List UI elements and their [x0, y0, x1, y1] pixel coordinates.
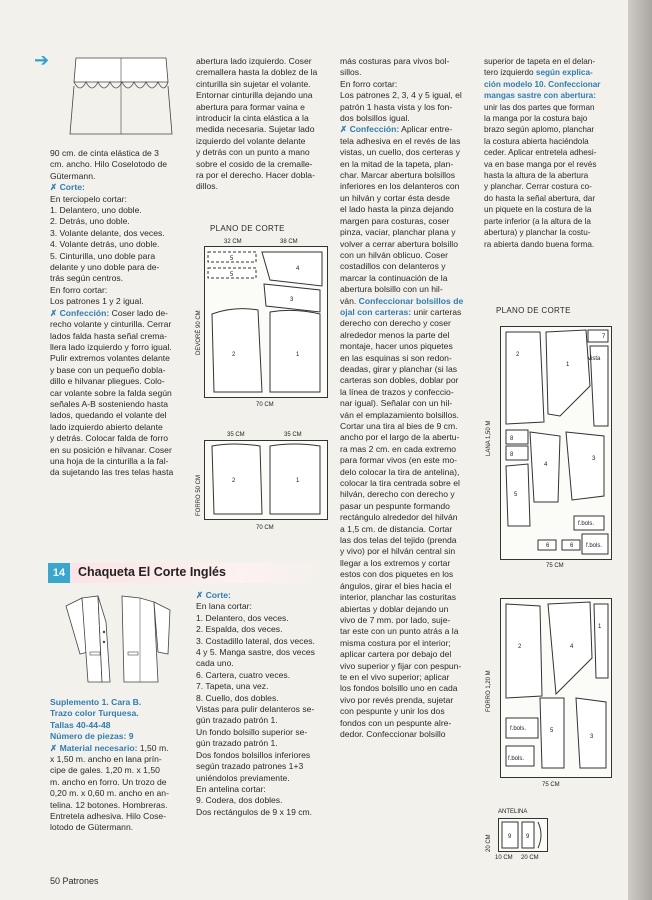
text-line: abertura lado izquierdo. Coser	[196, 56, 312, 66]
dim-label: 20 CM	[521, 855, 539, 861]
text-line: dos bolsillos igual.	[340, 113, 410, 124]
text-line: Pulir extremos volantes delante	[50, 353, 170, 364]
piece-item: 8. Cuello, dos dobles.	[196, 692, 279, 703]
text-line: En forro cortar:	[50, 284, 108, 295]
text-line: Gütermann.	[50, 170, 96, 181]
text-line: según trazado patrones 1+3	[196, 761, 304, 772]
text-line: izquierdo del volante delante	[196, 135, 306, 146]
text-line: interior, planchar las costuritas	[340, 592, 457, 603]
text-line: montaje, hacer unos piquetes	[340, 341, 453, 352]
svg-text:6: 6	[546, 543, 550, 549]
text-line: marcar la continuación de la	[340, 272, 448, 283]
svg-text:5: 5	[550, 728, 554, 734]
piece-item: 3. Costadillo lateral, dos veces.	[196, 635, 315, 646]
arrow-icon: ➔	[34, 50, 50, 70]
text-line: aplicar cartera por debajo del	[340, 649, 452, 660]
text-line: ván. Confeccionar bolsillos de	[340, 295, 464, 306]
piece-item: 3. Volante delante, dos veces.	[50, 227, 165, 238]
text-line: vivo superior y fijar con pespun-	[340, 660, 462, 671]
piece-item: 7. Tapeta, una vez.	[196, 681, 269, 692]
text-line: cipe de gales. 1,20 m. x 1,50	[50, 765, 160, 776]
text-line: pinza, vaciar, planchar plana y	[340, 227, 456, 238]
text-line: las dos telas del tejido (prenda	[340, 535, 457, 546]
page-edge	[628, 0, 652, 900]
dim-label: 20 CM	[486, 834, 492, 852]
dim-label: 38 CM	[280, 239, 298, 245]
text-line: lados, quedando el volante del	[50, 410, 167, 421]
svg-text:1: 1	[296, 478, 300, 484]
text-line: un hilván y cortar ésta desde	[340, 192, 450, 203]
text-line: delo colocar la tira de antelina),	[340, 466, 460, 477]
text-line: hilván, derecho con derecho y	[340, 489, 455, 500]
text-line: para formar vivos (en este mo-	[340, 455, 458, 466]
svg-text:4: 4	[570, 644, 574, 650]
piece-item: 1. Delantero, uno doble.	[50, 205, 142, 216]
svg-text:1: 1	[296, 352, 300, 358]
svg-text:6: 6	[570, 543, 574, 549]
text-line: pasar un pespunte formando	[340, 500, 450, 511]
text-line: en las esquinas si son redon-	[340, 352, 452, 363]
material-line: ✗ Material necesario: 1,50 m.	[50, 742, 169, 753]
info-line: Suplemento 1. Cara B.	[50, 697, 142, 707]
text-line: te en el vivo superior; aplicar	[340, 671, 450, 682]
svg-text:1: 1	[598, 624, 602, 630]
svg-text:3: 3	[290, 297, 294, 303]
text-line: telina. 12 botones. Hombreras.	[50, 799, 168, 810]
heading-corte: ✗ Corte:	[196, 590, 231, 600]
text-line: 90 cm. de cinta elástica de 3	[50, 148, 159, 158]
piece-label: vista	[588, 356, 601, 362]
piece-label: f.bols.	[508, 756, 525, 762]
dim-label: 32 CM	[224, 239, 242, 245]
text-line: brazo según aplomo, planchar	[484, 125, 595, 135]
svg-text:7: 7	[602, 334, 606, 340]
section-header	[48, 563, 326, 583]
text-line: parte inferior (a la altura de la	[484, 216, 591, 226]
text-line: tela adhesiva en el revés de las	[340, 135, 461, 146]
text-line: en su posición e hilvanar. Coser	[50, 444, 172, 455]
page-footer: 50 Patrones	[50, 876, 99, 886]
text-line: ceder. Aplicar entretela adhesi-	[484, 148, 597, 158]
text-line: uniéndolos previamente.	[196, 772, 290, 783]
column-4	[484, 56, 616, 250]
piece-item: 1. Delantero, dos veces.	[196, 612, 289, 623]
text-line: ra por el derecho. Hacer dobla-	[196, 170, 315, 181]
svg-text:5: 5	[514, 492, 518, 498]
dim-label: 10 CM	[495, 855, 513, 861]
text-line: cm. ancho. Hilo Coselotodo de	[50, 159, 168, 170]
text-line: misma costura por el interior;	[340, 637, 451, 648]
text-line: la manga por la costura bajo	[484, 114, 588, 124]
text-line: el lado hasta la pinza dejando	[340, 204, 454, 215]
text-line: dedor. Confeccionar bolsillo	[340, 728, 446, 739]
svg-text:5: 5	[230, 272, 234, 278]
text-line: patrón 1 hasta vista y los fon-	[340, 101, 453, 112]
piece-item: 4 y 5. Manga sastre, dos veces	[196, 647, 315, 658]
dim-label: 35 CM	[284, 432, 302, 438]
jacket-illustration	[58, 592, 178, 686]
text-line: vivo por revés prenda, sujetar	[340, 694, 454, 705]
plano-de-corte-title: PLANO DE CORTE	[210, 224, 285, 233]
text-line: Entretela adhesiva. Hilo Cose-	[50, 811, 167, 822]
text-line: cremallera hasta la doblez de la	[196, 67, 318, 78]
text-line: gún trazado patrón 1.	[196, 715, 278, 726]
text-line: dillos.	[196, 181, 218, 192]
text-line: y vivo) por el hilván central sin	[340, 546, 456, 557]
text-line: una hoja de la cinturilla a la fal-	[50, 455, 169, 466]
text-line: y detrás. Colocar falda de forro	[50, 433, 168, 444]
svg-text:3: 3	[592, 456, 596, 462]
text-line: Dos rectángulos de 9 x 19 cm.	[196, 806, 313, 817]
piece-label: f.bols.	[578, 521, 595, 527]
piece-item: 2. Detrás, uno doble.	[50, 216, 130, 227]
skirt-illustration	[66, 54, 176, 136]
text-line: abertura para formar vaina e	[196, 101, 305, 112]
text-line: vivo de 7 mm. por lado, suje-	[340, 614, 451, 625]
bullet-icon: ✗	[340, 124, 350, 135]
text-line: Los patrones 2, 3, 4 y 5 igual, el	[340, 90, 462, 101]
text-line: lado izquierdo abierto delante	[50, 421, 163, 432]
piece-item: cada uno.	[196, 658, 234, 669]
text-line: fondos con un pespunte alre-	[340, 717, 452, 728]
text-line: medida necesaria. Sujetar lado	[196, 124, 315, 135]
section-number: 14	[48, 563, 70, 583]
bullet-icon: ✗	[50, 182, 60, 193]
text-line: margen para costuras, coser	[340, 215, 450, 226]
piece-item: 6. Cartera, cuatro veces.	[196, 669, 291, 680]
dim-label: DEVORÉ 90 CM	[196, 310, 202, 355]
text-line: los fondos bolsillo uno en cada	[340, 683, 458, 694]
text-line: derecho con derecho y coser	[340, 318, 451, 329]
text-line: 0,20 m. x 0,60 m. ancho en an-	[50, 788, 169, 799]
svg-text:4: 4	[544, 462, 548, 468]
text-line: en la mitad de la tapeta, plan-	[340, 158, 454, 169]
svg-text:3: 3	[590, 734, 594, 740]
text-line: recho volante y cinturilla. Cerrar	[50, 319, 172, 330]
text-line: ángulos, girar el bies hacia el	[340, 580, 452, 591]
text-line: inferiores en los delanteros con	[340, 181, 460, 192]
text-line: la costura abierta haciéndola	[484, 136, 589, 146]
column-1	[50, 148, 186, 479]
text-line: da sujetando las tres telas hasta	[50, 467, 174, 478]
text-line: ván el emplazamiento bolsillos.	[340, 409, 459, 420]
svg-text:8: 8	[510, 452, 514, 458]
text-line: más costuras para vivos bol-	[340, 56, 450, 66]
jacket-info	[50, 697, 190, 834]
text-line: sillos.	[340, 67, 362, 78]
text-line: unir las dos partes que forman	[484, 102, 595, 112]
section-title: Chaqueta El Corte Inglés	[78, 565, 226, 579]
column-3	[340, 56, 476, 740]
text-line: y base con un pequeño dobla-	[50, 364, 166, 375]
dim-label: FORRO 1,20 M	[486, 670, 492, 712]
text-line: introducir la cinta elástica a la	[196, 113, 309, 124]
svg-text:5: 5	[230, 256, 234, 262]
cutting-plan-forro-jacket	[500, 598, 612, 778]
text-line: do hasta la señal abertura, dar	[484, 193, 596, 203]
svg-text:1: 1	[566, 362, 570, 368]
text-line: colocar la tira centrada sobre el	[340, 478, 460, 489]
text-line: En lana cortar:	[196, 601, 252, 612]
text-line: lados falda hasta señal crema-	[50, 330, 168, 341]
text-line: hasta la altura de la abertura	[484, 171, 589, 181]
confeccion-para: ✗ Confección: Aplicar entre-	[340, 124, 453, 135]
text-line: tar este con un punto atrás a la	[340, 626, 459, 637]
text-line: x 1,50 m. ancho en lana prín-	[50, 754, 162, 765]
text-line: la línea de trazos y confeccio-	[340, 386, 454, 397]
text-line: con pespunte y unir los dos	[340, 706, 445, 717]
text-line: cinturilla sin sujetar el volante.	[196, 78, 311, 89]
bullet-icon: ✗	[196, 590, 206, 600]
piece-item: 9. Codera, dos dobles.	[196, 795, 283, 806]
text-line: dillo e hilvanar pliegues. Colo-	[50, 376, 165, 387]
text-line: nar igual). Señalar con un hil-	[340, 398, 453, 409]
info-line: Número de piezas: 9	[50, 731, 134, 742]
text-line: tero izquierdo según explica-	[484, 68, 593, 78]
plano-de-corte-title: PLANO DE CORTE	[496, 306, 571, 315]
text-line: Vistas para pulir delanteros se-	[196, 704, 315, 715]
cutting-plan-devore	[204, 246, 328, 398]
text-line: costadillos con delanteros y	[340, 261, 446, 272]
piece-item: delante y uno doble para de-	[50, 262, 160, 273]
dim-label: 75 CM	[542, 782, 560, 788]
text-line: un piquete en la costura de la	[484, 205, 592, 215]
column-2	[196, 56, 332, 193]
text-line: alrededor menos la parte del	[340, 329, 450, 340]
text-line: llera lado izquierdo y forro igual.	[50, 341, 172, 352]
text-line: abertura) y planchar la costu-	[484, 228, 591, 238]
heading-corte: ✗ Corte:	[50, 182, 85, 193]
piece-item: 5. Cinturilla, uno doble para	[50, 250, 156, 261]
text-line: sobre el cosido de la cremalle-	[196, 158, 313, 169]
text-line: m. ancho en forro. Un trozo de	[50, 776, 167, 787]
text-line: ra mas 2 cm. en cada extremo	[340, 443, 457, 454]
text-line: abertura bolsillo con un hil-	[340, 284, 443, 295]
text-line: ra abierta dando buena forma.	[484, 239, 595, 249]
svg-text:9: 9	[526, 834, 530, 840]
text-line: con un hilván oblicuo. Coser	[340, 249, 448, 260]
text-line: y detrás con un punto a mano	[196, 147, 310, 158]
text-line: ojal con carteras: unir carteras	[340, 306, 462, 317]
cutting-plan-antelina	[498, 818, 548, 852]
text-line: char. Marcar abertura bolsillos	[340, 170, 456, 181]
text-line: ancho por el largo de la abertu-	[340, 432, 460, 443]
piece-item: trás según centros.	[50, 273, 124, 284]
piece-item: 2. Espalda, dos veces.	[196, 624, 283, 635]
svg-text:8: 8	[510, 436, 514, 442]
text-line: gún trazado patrón 1.	[196, 738, 278, 749]
dim-label: 70 CM	[256, 525, 274, 531]
text-line: mangas sastre con abertura:	[484, 91, 596, 101]
text-line: En forro cortar:	[340, 78, 398, 89]
text-line: car volante sobre la falda según	[50, 387, 172, 398]
svg-text:2: 2	[232, 352, 236, 358]
cutting-plan-forro	[204, 440, 328, 520]
text-line: En terciopelo cortar:	[50, 193, 127, 204]
text-line: vistas, un cuello, dos certeras y	[340, 147, 460, 158]
dim-label: 70 CM	[256, 402, 274, 408]
text-line: Cortar una tira al bies de 9 cm.	[340, 421, 458, 431]
text-line: lotodo de Gütermann.	[50, 822, 134, 833]
bullet-icon: ✗	[50, 307, 60, 318]
text-line: Dos fondos bolsillos inferiores	[196, 749, 311, 760]
text-line: Los patrones 1 y 2 igual.	[50, 296, 144, 307]
text-line: va en base manga por el revés	[484, 159, 597, 169]
text-line: deadas, girar y planchar (si las	[340, 363, 458, 374]
text-line: Un fondo bolsillo superior se-	[196, 726, 308, 737]
antelina-title: ANTELINA	[498, 809, 528, 815]
info-line: Tallas 40-44-48	[50, 719, 111, 730]
text-line: y planchar. Cerrar costura co-	[484, 182, 592, 192]
svg-text:2: 2	[232, 478, 236, 484]
text-line: carteras son dobles, doblar por	[340, 375, 459, 386]
text-line: rectángulo alrededor del hilván	[340, 512, 458, 523]
dim-label: 75 CM	[546, 563, 564, 569]
text-line: llegar a los extremos y cortar	[340, 557, 451, 568]
text-line: volver a cerrar abertura bolsillo	[340, 238, 458, 249]
text-line: señales A-B sosteniendo hasta	[50, 398, 169, 409]
piece-label: f.bols.	[510, 726, 527, 732]
svg-text:9: 9	[508, 834, 512, 840]
dim-label: 35 CM	[227, 432, 245, 438]
info-line: Trazo color Turquesa.	[50, 708, 139, 719]
svg-text:2: 2	[516, 352, 520, 358]
text-line: a 1,5 cm. de distancia. Cortar	[340, 523, 453, 534]
piece-label: f.bols.	[586, 543, 603, 549]
dim-label: FORRO 50 CM	[196, 474, 202, 516]
bullet-icon: ✗	[50, 742, 60, 753]
svg-text:2: 2	[518, 644, 522, 650]
jacket-corte	[196, 590, 334, 818]
text-line: estos con dos piquetes en los	[340, 569, 454, 580]
text-line: Entornar cinturilla dejando una	[196, 90, 313, 101]
text-line: abiertas y doblar dejando un	[340, 603, 449, 614]
svg-text:4: 4	[296, 266, 300, 272]
text-line: ción modelo 10. Confeccionar	[484, 79, 601, 89]
text-line: En antelina cortar:	[196, 783, 266, 794]
piece-item: 4. Volante detrás, uno doble.	[50, 239, 160, 250]
confeccion-para: ✗ Confección: Coser lado de-	[50, 307, 169, 318]
text-line: superior de tapeta en el delan-	[484, 57, 596, 66]
dim-label: LANA 1,50 M	[486, 420, 492, 456]
